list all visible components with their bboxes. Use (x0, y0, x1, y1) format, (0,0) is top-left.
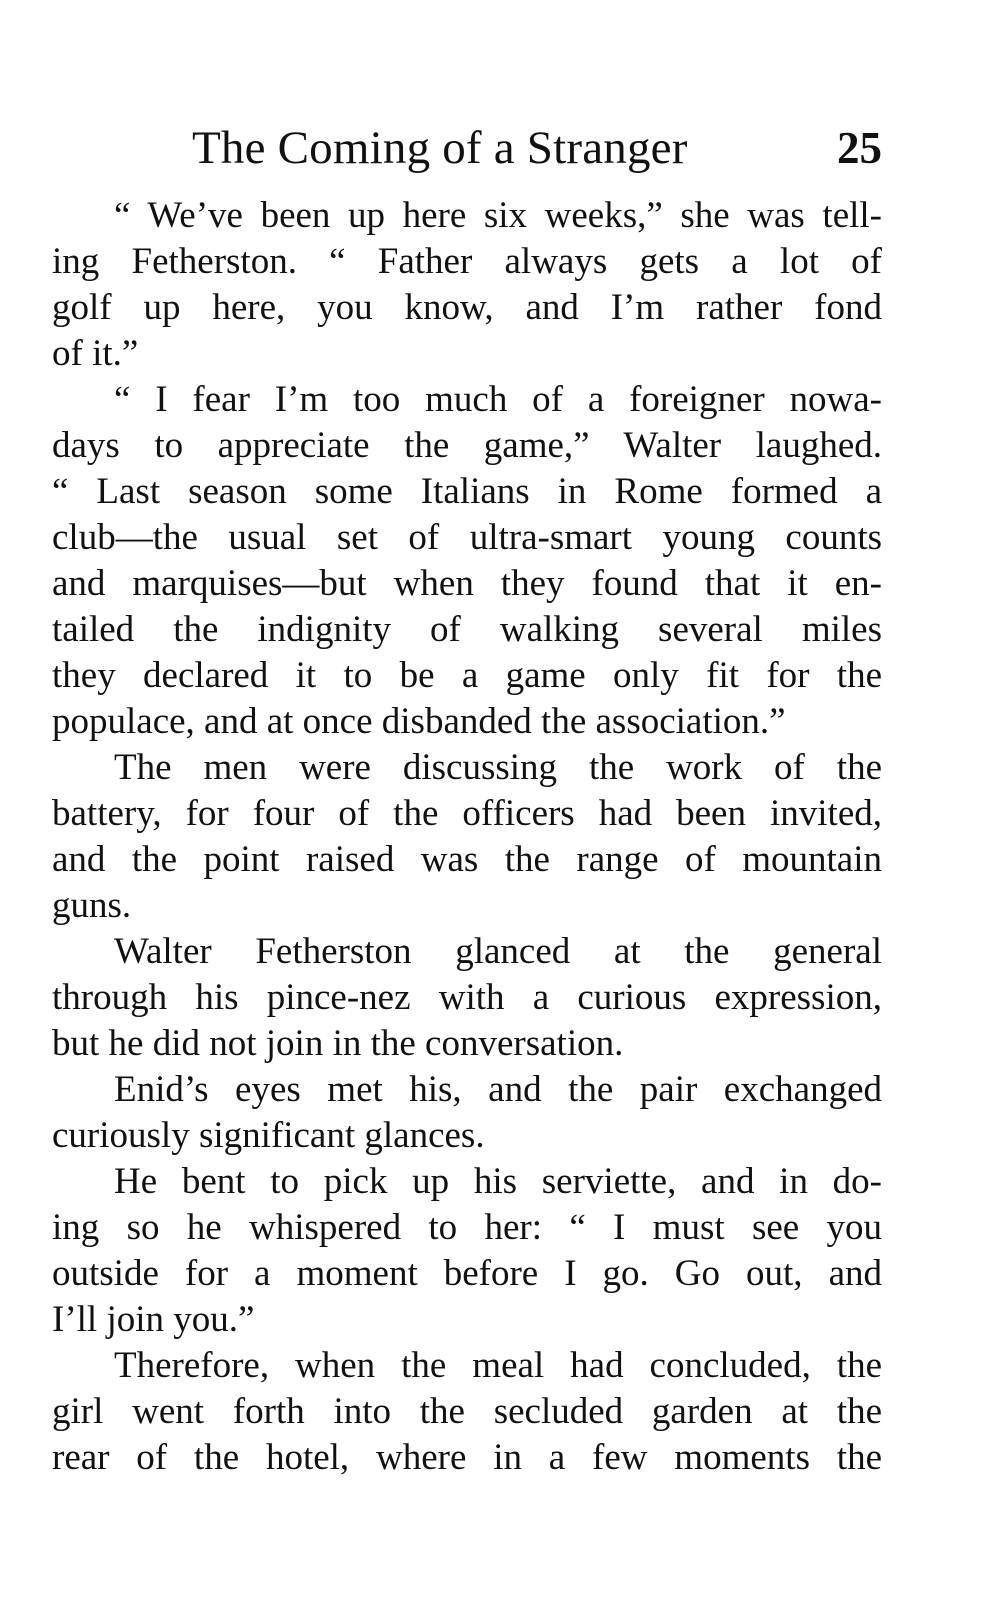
text-line: days to appreciate the game,” Walter laughed. (52, 425, 882, 466)
text-line: through his pince-nez with a curious expression, (52, 977, 882, 1018)
text-line: girl went forth into the secluded garden at the (52, 1391, 882, 1432)
text-line: and marquises—but when they found that it en- (52, 563, 882, 604)
text-line: ing so he whispered to her: “ I must see you (52, 1207, 882, 1248)
running-title: The Coming of a Stranger (192, 122, 688, 174)
text-line: but he did not join in the conversation. (52, 1023, 624, 1064)
text-line: Walter Fetherston glanced at the general (114, 931, 882, 972)
text-line: club—the usual set of ultra-smart young counts (52, 517, 882, 558)
text-line: Therefore, when the meal had concluded, the (114, 1345, 882, 1386)
text-line: He bent to pick up his serviette, and in do- (114, 1161, 882, 1202)
body-text (52, 193, 882, 1481)
text-line: and the point raised was the range of mountain (52, 839, 882, 880)
text-line: of it.” (52, 333, 139, 374)
text-line: ing Fetherston. “ Father always gets a lot of (52, 241, 882, 282)
text-line: rear of the hotel, where in a few moments the (52, 1437, 882, 1478)
text-line: “ I fear I’m too much of a foreigner nowa- (114, 379, 882, 420)
text-line: populace, and at once disbanded the association.” (52, 701, 786, 742)
text-line: curiously significant glances. (52, 1115, 485, 1156)
text-line: guns. (52, 885, 132, 926)
page-header (52, 118, 882, 178)
text-line: outside for a moment before I go. Go out, and (52, 1253, 882, 1294)
text-line: tailed the indignity of walking several miles (52, 609, 882, 650)
text-line: battery, for four of the officers had been invited, (52, 793, 882, 834)
text-line: The men were discussing the work of the (114, 747, 882, 788)
page-number: 25 (837, 123, 882, 173)
text-line: I’ll join you.” (52, 1299, 255, 1340)
text-line: “ Last season some Italians in Rome formed a (52, 471, 882, 512)
text-line: they declared it to be a game only fit for the (52, 655, 882, 696)
text-line: “ We’ve been up here six weeks,” she was tell- (114, 195, 882, 236)
text-line: Enid’s eyes met his, and the pair exchanged (114, 1069, 882, 1110)
text-line: golf up here, you know, and I’m rather fond (52, 287, 882, 328)
